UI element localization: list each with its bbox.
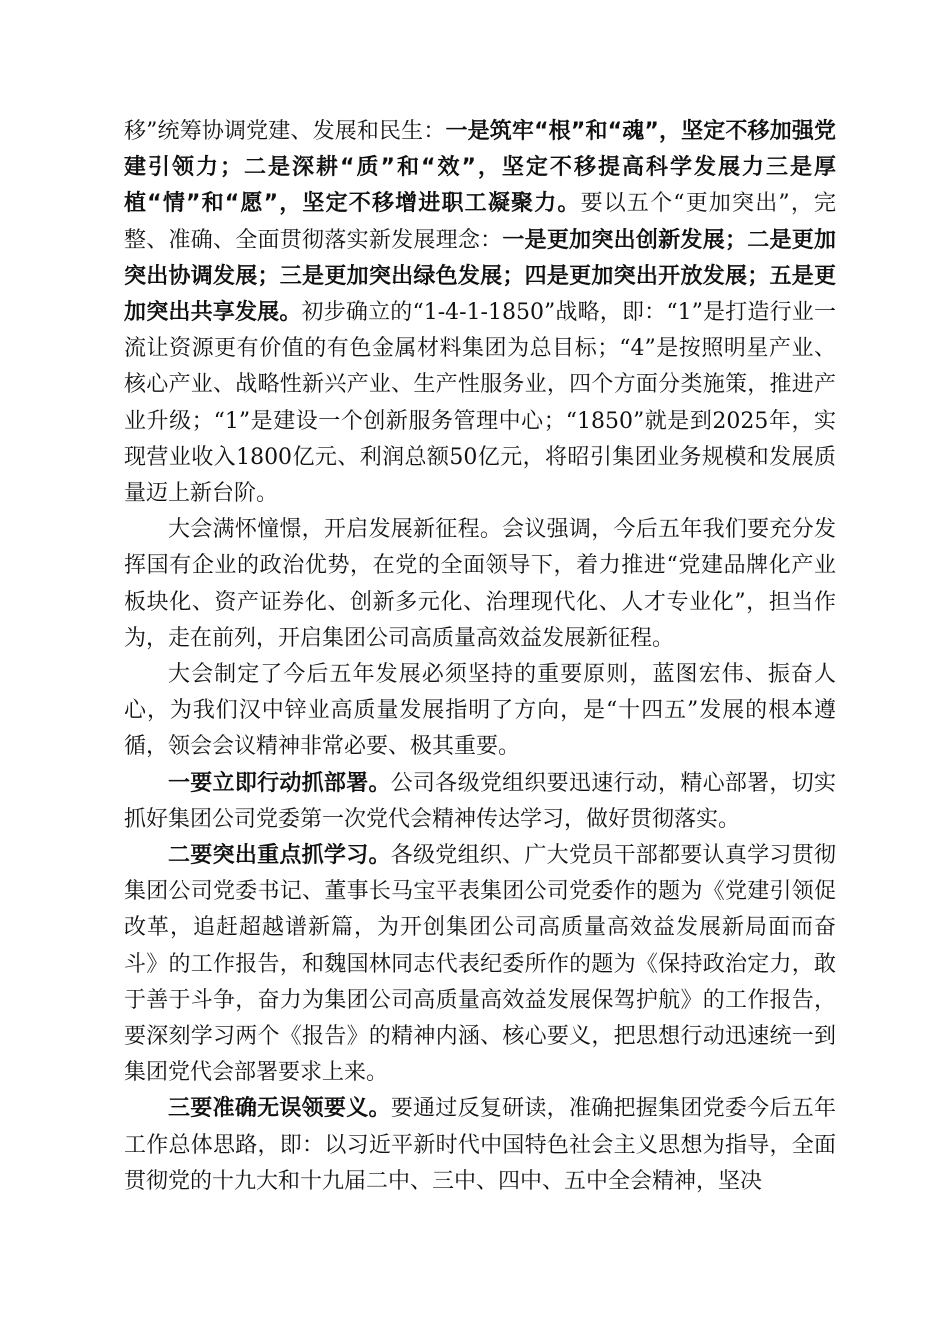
paragraph-1-text: 要以五个“更加突出”，完整、准确、全面贯彻落实新发展理念： [124,191,837,253]
paragraph-5-text: 各级党组织、广大党员干部都要认真学习贯彻集团公司党委书记、董事长马宝平表集团公司党委作的题为《党建引领促改革，追赶超越谱新篇，为开创集团公司高质量高效益发展新局面而奋斗》的工作报告，和魏国林同志代表纪委所作的题为《保持政治定力，敢于善于斗争，奋力为集团公司高质量高效益发展保驾护航》的工作报告，要深刻学习两个《报告》的精神内涵、核心要义，把思想行动迅速统一到集团党代会部署要求上来。 [124,843,836,1086]
paragraph-4 [124,766,836,838]
paragraph-4-heading: 一要立即行动抓部署。 [168,770,391,796]
paragraph-5 [124,838,836,1091]
paragraph-1-bold-text: 一是更加突出创新发展；二是更加突出协调发展；三是更加突出绿色发展；四是更加突出开放发展；五是更加突出共享发展。 [124,227,836,326]
paragraph-2-text: 大会满怀憧憬，开启发展新征程。会议强调，今后五年我们要充分发挥国有企业的政治优势，在党的全面领导下，着力推进“党建品牌化产业板块化、资产证券化、创新多元化、治理现代化、人才专业化”，担当作为，走在前列，开启集团公司高质量高效益发展新征程。 [124,517,836,651]
paragraph-1-text: 初步确立的“1-4-1-1850”战略，即：“1”是打造行业一流让资源更有价值的有色金属材料集团为总目标；“4”是按照明星产业、核心产业、战略性新兴产业、生产性服务业，四个方面分类施策，推进产业升级；“1”是建设一个创新服务管理中心；“1850”就是到2025年，实现营业收入1800亿元、利润总额50亿元，将昭引集团业务规模和发展质量迈上新台阶。 [124,300,836,507]
paragraph-5-heading: 二要突出重点抓学习。 [168,843,391,869]
paragraph-1 [124,114,836,512]
paragraph-4-text: 公司各级党组织要迅速行动，精心部署，切实抓好集团公司党委第一次党代会精神传达学习，做好贯彻落实。 [124,770,836,832]
paragraph-1-bold-text: 一是筑牢“根”和“魂”，坚定不移加强党建引领力；二是深耕“质”和“效”，坚定不移提高科学发展力三是厚植“情”和“愿”，坚定不移增进职工凝聚力。 [124,119,836,217]
paragraph-6 [124,1091,836,1200]
paragraph-2 [124,512,836,657]
document-page [124,114,836,1200]
paragraph-3-text: 大会制定了今后五年发展必须坚持的重要原则，蓝图宏伟、振奋人心，为我们汉中锌业高质量发展指明了方向，是“十四五”发展的根本遵循，领会会议精神非常必要、极其重要。 [124,662,836,760]
paragraph-1-text: 移”统筹协调党建、发展和民生： [124,119,446,144]
paragraph-6-text: 要通过反复研读，准确把握集团党委今后五年工作总体思路，即：以习近平新时代中国特色社会主义思想为指导，全面贯彻党的十九大和十九届二中、三中、四中、五中全会精神，坚决 [124,1096,836,1194]
paragraph-6-heading: 三要准确无误领要义。 [168,1096,391,1122]
paragraph-3 [124,657,836,766]
